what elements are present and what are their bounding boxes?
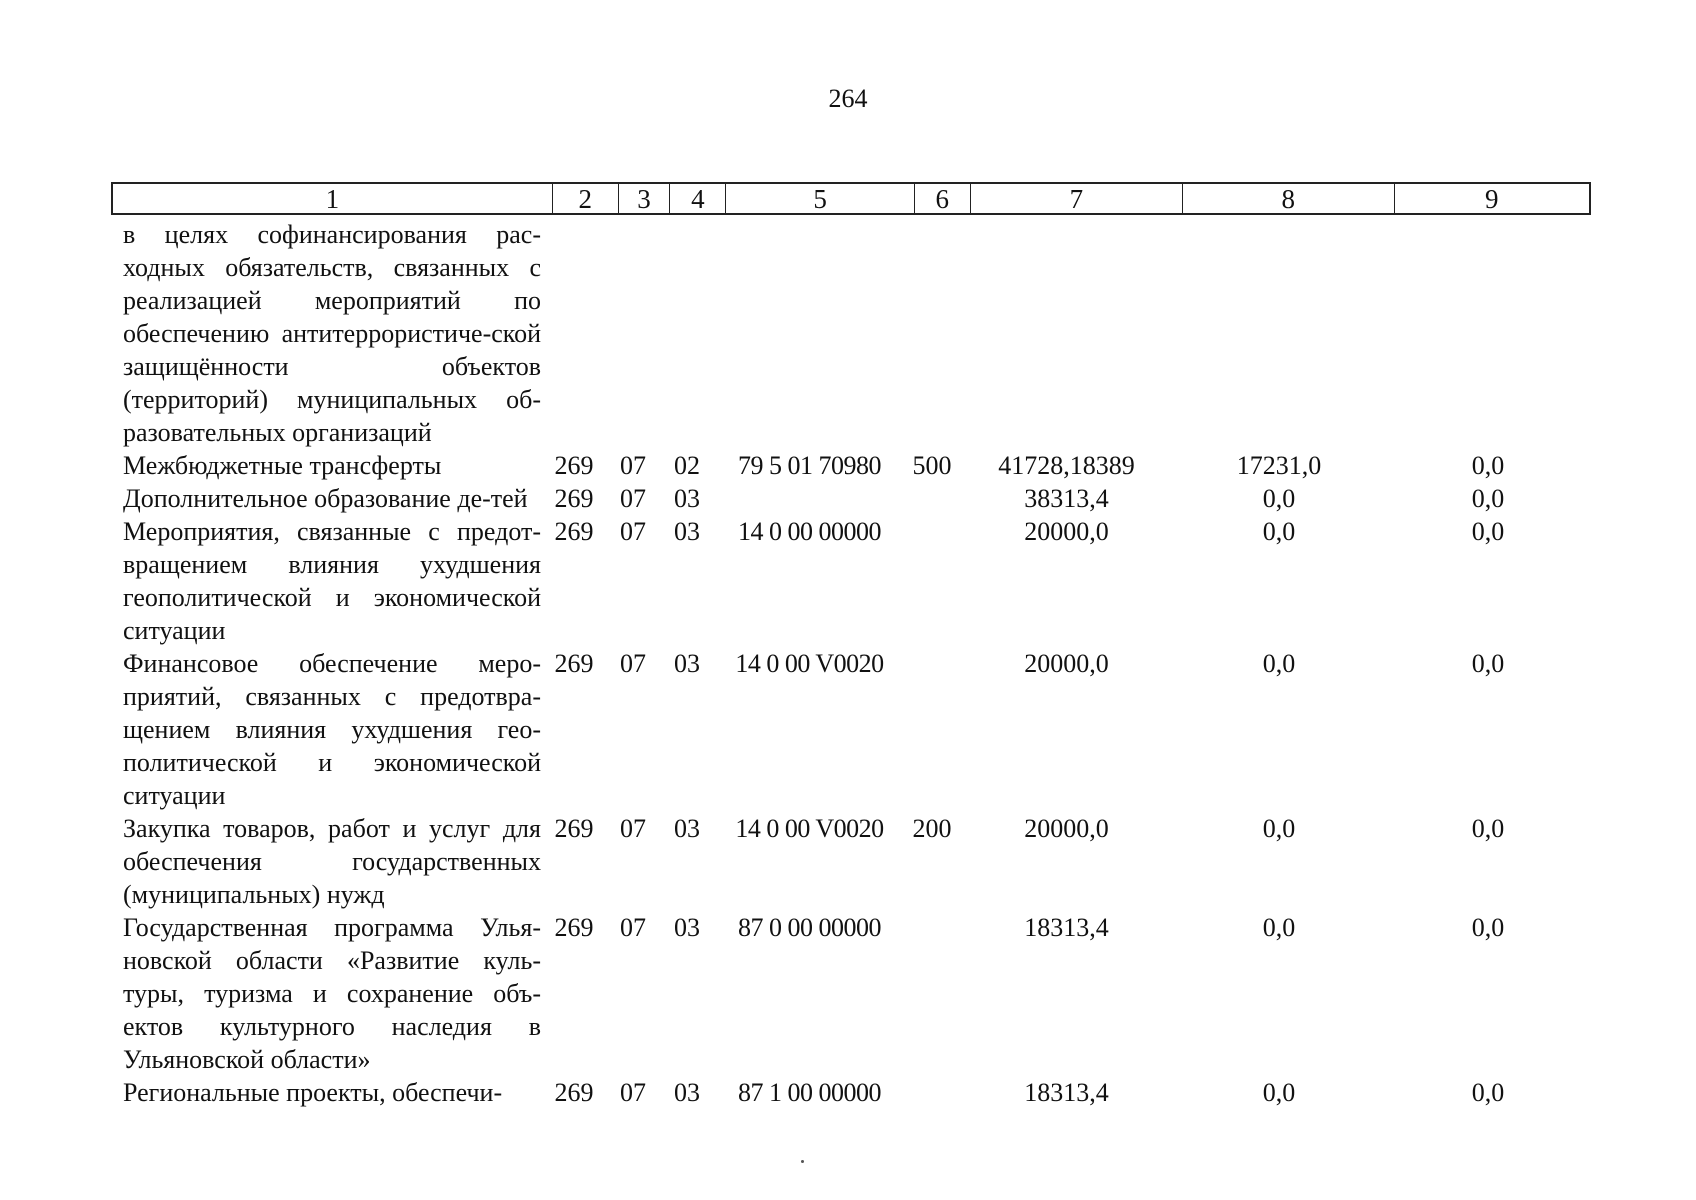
header-col-1: 1 [113, 184, 553, 213]
table-row [111, 1076, 1591, 1109]
table-row [111, 449, 1591, 482]
row-col-7 [960, 218, 1173, 449]
row-col-2: 269 [554, 484, 594, 513]
row-col-9 [1385, 218, 1591, 449]
row-name: Региональные проекты, обеспечи- [123, 1078, 503, 1107]
header-col-6: 6 [915, 184, 971, 213]
row-col-3: 07 [620, 913, 646, 942]
scan-dot [801, 1160, 804, 1163]
row-col-7: 20000,0 [1024, 814, 1109, 843]
row-col-9: 0,0 [1471, 913, 1505, 942]
header-col-5: 5 [726, 184, 914, 213]
row-col-7: 38313,4 [1024, 484, 1109, 513]
table-body [111, 218, 1591, 1109]
row-col-5: 87 0 00 00000 [738, 913, 881, 942]
table-row [111, 218, 1591, 449]
row-col-5: 87 1 00 00000 [738, 1078, 881, 1107]
row-col-3: 07 [620, 451, 646, 480]
row-name: Закупка товаров, работ и услуг для обеспечения государственных (муниципальных) нужд [123, 814, 541, 909]
row-col-9: 0,0 [1471, 517, 1505, 546]
page-number: 264 [828, 84, 868, 113]
row-col-6 [904, 515, 960, 647]
row-col-2: 269 [554, 517, 594, 546]
row-col-2: 269 [554, 913, 594, 942]
row-col-4: 03 [674, 484, 700, 513]
row-col-6 [904, 218, 960, 449]
header-col-3: 3 [619, 184, 671, 213]
row-col-8: 0,0 [1262, 484, 1296, 513]
table-row [111, 812, 1591, 911]
row-col-3: 07 [620, 517, 646, 546]
row-name: в целях софинансирования рас-ходных обязательств, связанных с реализацией мероприятий по обеспечению антитеррористиче-ской защищённости объектов (территорий) муниципальных об-разовательных организаций [123, 220, 541, 447]
row-col-8: 0,0 [1262, 913, 1296, 942]
row-col-8: 0,0 [1262, 814, 1296, 843]
row-col-4 [659, 218, 715, 449]
header-col-4: 4 [670, 184, 726, 213]
row-name: Межбюджетные трансферты [123, 451, 442, 480]
row-col-6: 200 [912, 814, 952, 843]
row-col-9: 0,0 [1471, 649, 1505, 678]
row-col-9: 0,0 [1471, 1078, 1505, 1107]
row-col-8: 0,0 [1262, 517, 1296, 546]
header-col-9: 9 [1484, 184, 1499, 214]
row-col-3: 07 [620, 484, 646, 513]
row-col-3 [607, 218, 659, 449]
row-col-6: 500 [912, 451, 952, 480]
row-col-2 [541, 218, 607, 449]
row-col-6 [904, 647, 960, 812]
header-col-2: 2 [553, 184, 619, 213]
row-col-5: 79 5 01 70980 [738, 451, 881, 480]
header-col-7: 7 [971, 184, 1183, 213]
row-col-4: 03 [674, 649, 700, 678]
row-col-9: 0,0 [1471, 814, 1505, 843]
table-row [111, 911, 1591, 1076]
row-col-5: 14 0 00 V0020 [735, 649, 884, 678]
row-col-6 [904, 1076, 960, 1109]
row-col-7: 18313,4 [1024, 1078, 1109, 1107]
row-name: Мероприятия, связанные с предот-вращением влияния ухудшения геополитической и экономической ситуации [123, 517, 541, 645]
header-col-8: 8 [1183, 184, 1394, 213]
row-col-4: 02 [674, 451, 700, 480]
row-name: Государственная программа Улья-новской области «Развитие куль-туры, туризма и сохранение объ-ектов культурного наследия в Ульяновской области» [123, 913, 541, 1074]
row-col-9: 0,0 [1471, 451, 1505, 480]
row-col-2: 269 [554, 451, 594, 480]
row-name: Дополнительное образование де-тей [123, 484, 528, 513]
row-col-2: 269 [554, 649, 594, 678]
row-col-7: 20000,0 [1024, 649, 1109, 678]
row-col-9: 0,0 [1471, 484, 1505, 513]
row-col-3: 07 [620, 814, 646, 843]
row-col-8 [1173, 218, 1385, 449]
row-col-7: 41728,18389 [998, 451, 1135, 480]
row-name: Финансовое обеспечение меро-приятий, связанных с предотвра-щением влияния ухудшения гео-политической и экономической ситуации [123, 649, 541, 810]
row-col-4: 03 [674, 1078, 700, 1107]
row-col-7: 20000,0 [1024, 517, 1109, 546]
row-col-2: 269 [554, 1078, 594, 1107]
row-col-4: 03 [674, 913, 700, 942]
row-col-6 [904, 911, 960, 1076]
row-col-8: 17231,0 [1236, 451, 1322, 480]
table-row [111, 482, 1591, 515]
row-col-5 [715, 482, 904, 515]
row-col-3: 07 [620, 1078, 646, 1107]
row-col-5 [715, 218, 904, 449]
row-col-2: 269 [554, 814, 594, 843]
row-col-4: 03 [674, 814, 700, 843]
table-row [111, 647, 1591, 812]
row-col-6 [904, 482, 960, 515]
row-col-7: 18313,4 [1024, 913, 1109, 942]
table-header [111, 182, 1591, 215]
row-col-4: 03 [674, 517, 700, 546]
table-row [111, 515, 1591, 647]
row-col-8: 0,0 [1262, 649, 1296, 678]
row-col-3: 07 [620, 649, 646, 678]
row-col-5: 14 0 00 00000 [738, 517, 881, 546]
row-col-8: 0,0 [1262, 1078, 1296, 1107]
row-col-5: 14 0 00 V0020 [735, 814, 884, 843]
